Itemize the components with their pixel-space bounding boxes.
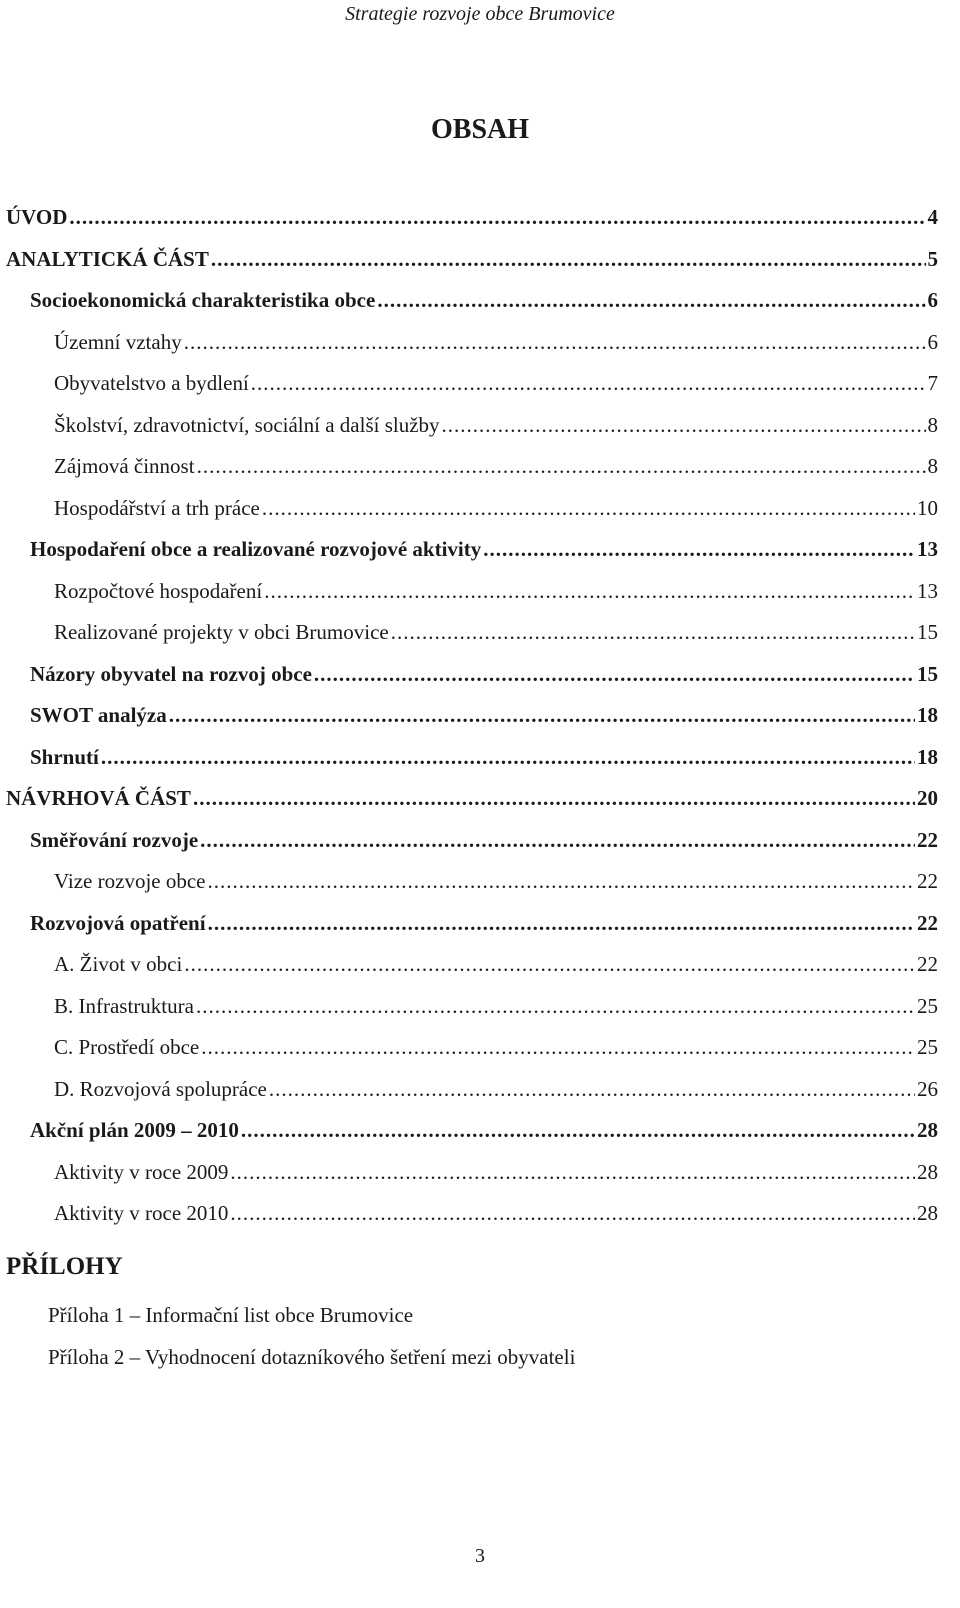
toc-entry-label: B. Infrastruktura bbox=[54, 993, 194, 1018]
attachment-item[interactable]: Příloha 2 – Vyhodnocení dotazníkového šetření mezi obyvateli bbox=[48, 1345, 576, 1369]
toc-entry[interactable] bbox=[0, 778, 960, 820]
toc-entry[interactable] bbox=[0, 695, 960, 737]
toc-entry-label: ANALYTICKÁ ČÁST bbox=[6, 246, 209, 271]
toc-dot-leader bbox=[196, 986, 915, 1028]
toc-entry-page: 6 bbox=[927, 329, 938, 354]
toc-entry-label: NÁVRHOVÁ ČÁST bbox=[6, 786, 191, 810]
toc-dot-leader bbox=[230, 1152, 915, 1194]
toc-dot-leader bbox=[184, 322, 926, 364]
toc-entry-page: 26 bbox=[917, 1076, 938, 1101]
toc-entry-page: 5 bbox=[927, 246, 938, 271]
toc-entry-label: Obyvatelstvo a bydlení bbox=[54, 371, 249, 395]
toc-entry-label: Vize rozvoje obce bbox=[54, 869, 206, 893]
toc-entry-page: 4 bbox=[927, 205, 938, 229]
toc-entry-page: 22 bbox=[917, 869, 938, 893]
toc-entry-page: 13 bbox=[917, 537, 938, 561]
toc-entry-label: Aktivity v roce 2009 bbox=[54, 1159, 229, 1184]
toc-entry-label: Aktivity v roce 2010 bbox=[54, 1201, 229, 1225]
toc-entry-page: 22 bbox=[917, 952, 938, 976]
toc-entry-label: Školství, zdravotnictví, sociální a další služby bbox=[54, 412, 440, 437]
toc-entry[interactable] bbox=[0, 1027, 960, 1069]
toc-dot-leader bbox=[230, 1193, 915, 1235]
toc-entry[interactable] bbox=[0, 488, 960, 530]
toc-dot-leader bbox=[211, 239, 926, 281]
toc-entry-label: Hospodářství a trh práce bbox=[54, 495, 260, 520]
toc-entry-label: Zájmová činnost bbox=[54, 454, 195, 478]
toc-entry-label: Rozvojová opatření bbox=[30, 910, 206, 935]
toc-entry[interactable] bbox=[0, 280, 960, 322]
toc-entry[interactable] bbox=[0, 944, 960, 986]
toc-entry-page: 18 bbox=[917, 703, 938, 727]
toc-entry-label: ÚVOD bbox=[6, 205, 68, 229]
toc-entry-label: A. Život v obci bbox=[54, 952, 183, 976]
running-header: Strategie rozvoje obce Brumovice bbox=[345, 3, 615, 25]
toc-entry-page: 8 bbox=[927, 412, 938, 437]
attachments-list bbox=[48, 1294, 575, 1378]
toc-entry-label: Akční plán 2009 – 2010 bbox=[30, 1118, 239, 1142]
toc-entry[interactable] bbox=[0, 820, 960, 862]
toc-entry-page: 25 bbox=[917, 993, 938, 1018]
toc-entry[interactable] bbox=[0, 446, 960, 488]
toc-dot-leader bbox=[262, 488, 915, 530]
toc-entry[interactable] bbox=[0, 737, 960, 779]
toc-entry-page: 28 bbox=[917, 1201, 938, 1225]
toc-entry-label: D. Rozvojová spolupráce bbox=[54, 1076, 267, 1101]
toc-entry-label: C. Prostředí obce bbox=[54, 1035, 200, 1059]
toc-dot-leader bbox=[169, 695, 915, 737]
toc-entry-label: Realizované projekty v obci Brumovice bbox=[54, 620, 389, 644]
toc-entry-page: 18 bbox=[917, 744, 938, 769]
toc-dot-leader bbox=[197, 446, 926, 488]
page-number: 3 bbox=[475, 1545, 485, 1567]
toc-entry[interactable] bbox=[0, 405, 960, 447]
toc-dot-leader bbox=[391, 612, 915, 654]
toc-dot-leader bbox=[442, 405, 926, 447]
toc-entry[interactable] bbox=[0, 612, 960, 654]
toc-entry[interactable] bbox=[0, 654, 960, 696]
toc-entry-label: Hospodaření obce a realizované rozvojové aktivity bbox=[30, 537, 482, 561]
toc-entry-page: 15 bbox=[917, 661, 938, 686]
table-of-contents bbox=[0, 197, 960, 1235]
toc-entry[interactable] bbox=[0, 322, 960, 364]
toc-entry-page: 13 bbox=[917, 578, 938, 603]
toc-dot-leader bbox=[184, 944, 915, 986]
attachments-title: PŘÍLOHY bbox=[6, 1253, 123, 1280]
toc-dot-leader bbox=[200, 820, 915, 862]
toc-dot-leader bbox=[208, 861, 916, 903]
toc-entry-page: 28 bbox=[917, 1159, 938, 1184]
toc-entry[interactable] bbox=[0, 1110, 960, 1152]
toc-dot-leader bbox=[314, 654, 915, 696]
toc-dot-leader bbox=[69, 197, 925, 239]
toc-entry-page: 20 bbox=[917, 786, 938, 810]
attachment-item[interactable]: Příloha 1 – Informační list obce Brumovice bbox=[48, 1303, 414, 1327]
toc-entry[interactable] bbox=[0, 571, 960, 613]
toc-dot-leader bbox=[264, 571, 915, 613]
toc-title: OBSAH bbox=[430, 114, 530, 145]
toc-entry[interactable] bbox=[0, 861, 960, 903]
toc-entry[interactable] bbox=[0, 197, 960, 239]
toc-entry-page: 8 bbox=[927, 454, 938, 478]
toc-dot-leader bbox=[193, 778, 915, 820]
toc-entry[interactable] bbox=[0, 1193, 960, 1235]
toc-entry[interactable] bbox=[0, 903, 960, 945]
toc-dot-leader bbox=[101, 737, 915, 779]
toc-entry-page: 6 bbox=[927, 288, 938, 312]
toc-entry[interactable] bbox=[0, 363, 960, 405]
toc-dot-leader bbox=[208, 903, 915, 945]
toc-entry-label: Rozpočtové hospodaření bbox=[54, 578, 263, 603]
toc-entry[interactable] bbox=[0, 239, 960, 281]
toc-entry-label: Směřování rozvoje bbox=[30, 827, 199, 852]
toc-entry[interactable] bbox=[0, 1152, 960, 1194]
toc-dot-leader bbox=[241, 1110, 915, 1152]
toc-dot-leader bbox=[483, 529, 915, 571]
toc-entry-label: Názory obyvatel na rozvoj obce bbox=[30, 661, 312, 686]
toc-entry-page: 28 bbox=[917, 1118, 938, 1142]
toc-entry[interactable] bbox=[0, 1069, 960, 1111]
toc-entry-label: Územní vztahy bbox=[54, 329, 182, 354]
toc-entry[interactable] bbox=[0, 529, 960, 571]
toc-entry-page: 25 bbox=[917, 1035, 938, 1059]
toc-entry-label: Socioekonomická charakteristika obce bbox=[30, 288, 376, 312]
toc-entry-page: 22 bbox=[917, 910, 938, 935]
toc-entry-page: 10 bbox=[917, 495, 938, 520]
toc-entry-page: 22 bbox=[917, 827, 938, 852]
toc-entry[interactable] bbox=[0, 986, 960, 1028]
toc-entry-label: SWOT analýza bbox=[30, 703, 167, 727]
toc-dot-leader bbox=[251, 363, 926, 405]
toc-entry-page: 15 bbox=[917, 620, 938, 644]
toc-dot-leader bbox=[201, 1027, 915, 1069]
toc-entry-label: Shrnutí bbox=[30, 744, 99, 769]
toc-dot-leader bbox=[377, 280, 925, 322]
toc-dot-leader bbox=[269, 1069, 915, 1111]
toc-entry-page: 7 bbox=[927, 371, 938, 395]
